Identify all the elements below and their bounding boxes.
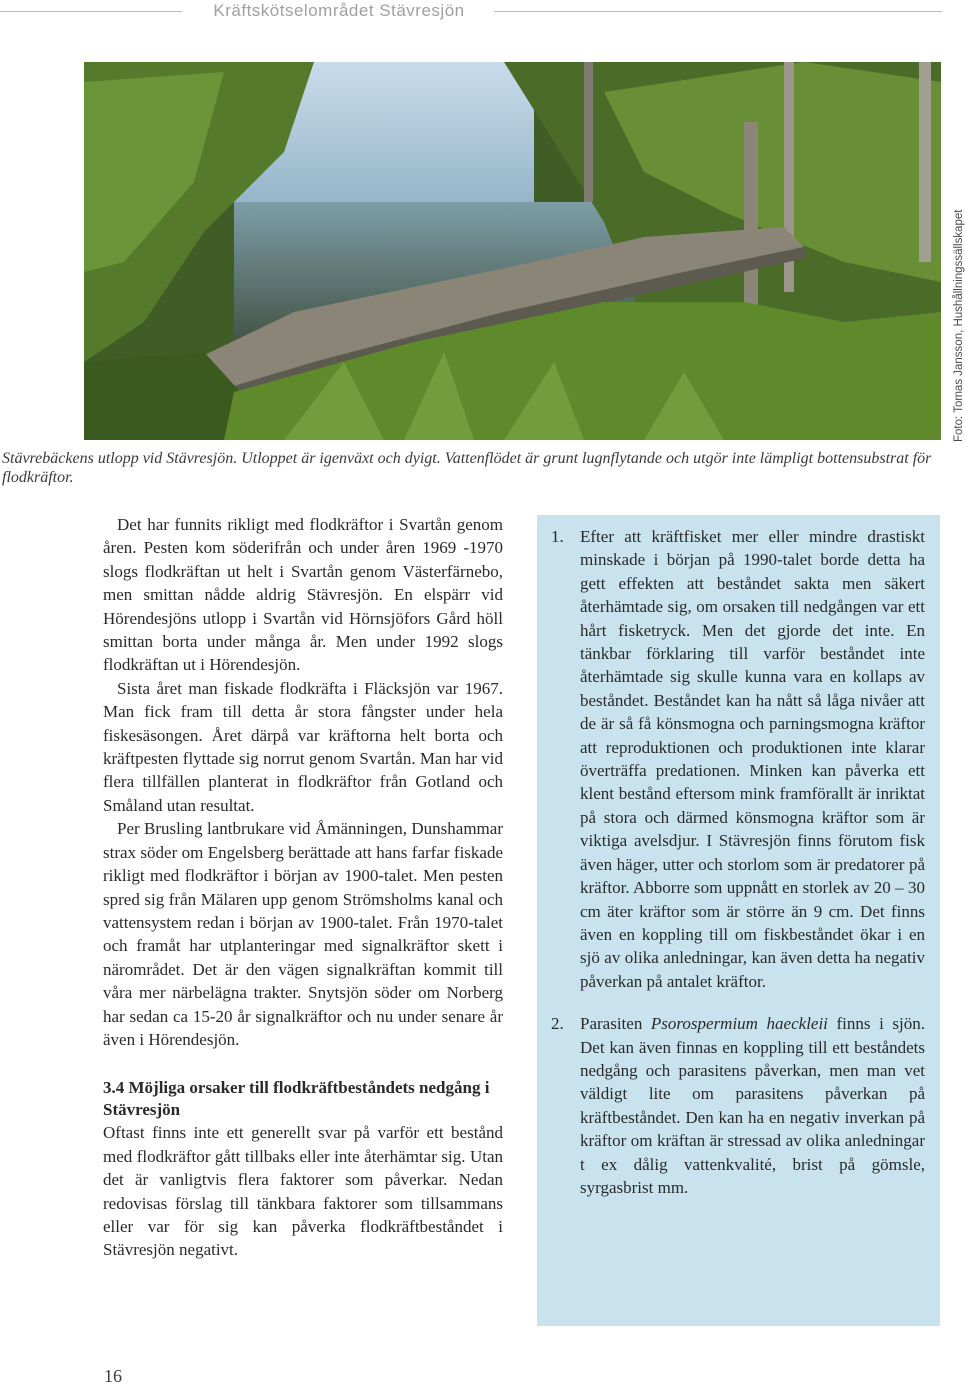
list-number: 2. [551, 1014, 564, 1034]
section-heading: 3.4 Möjliga orsaker till flodkräftbeståndets nedgång i Stävresjön [103, 1078, 490, 1120]
photo-illustration [84, 62, 941, 440]
list-item [537, 1012, 940, 1199]
header-rule-left [0, 11, 182, 12]
paragraph-flacksjon: Sista året man fiskade flodkräfta i Fläcksjön var 1967. Man fick fram till detta år stora fångster under hela fiskesäsongen. Året därpå var kräftorna helt borta och kräftpesten flyttade sig norrut genom Svartån. Man har vid flera tillfällen planterat in flodkräftor från Gotland och Småland utan resultat. [103, 678, 503, 815]
list-text-after: finns i sjön. Det kan även finnas en koppling till ett beståndets nedgång och parasitens påverkan, men man vet väldigt lite om parasitens påverkan på kräftbeståndet. Den kan ha en negativ inverkan på kräftor om kräftan är stressad av olika anledningar t ex dålig vattenkvalité, brist på gömsle, syrgasbrist mm. [580, 1014, 925, 1197]
header-rule-right [494, 11, 942, 12]
left-column [103, 513, 503, 1262]
photo-caption: Stävrebäckens utlopp vid Stävresjön. Utloppet är igenväxt och dyigt. Vattenflödet är grunt lugnflytande och utgör inte lämpligt bottensubstrat för flodkräftor. [2, 450, 932, 486]
factors-list [537, 525, 940, 1199]
paragraph-brusling: Per Brusling lantbrukare vid Åmänningen, Dunshammar strax söder om Engelsberg berättade att hans farfar fiskade rikligt med flodkräftor i början av 1900-talet. Men pesten spred sig från Mälaren upp genom Strömsholms kanal och vattensystem redan i början av 1900-talet. Från 1970-talet och framåt har utplanteringar med signalkräftor skett i närområdet. Det är den vägen signalkräftan kommit till våra mer närbelägna trakter. Snytsjön söder om Norberg har sedan ca 15-20 år signalkräftor och nu under senare år även i Hörendesjön. [103, 819, 503, 1049]
section-body: Oftast finns inte ett generellt svar på varför ett bestånd med flodkräftor gått tillbaks eller inte återhämtar sig. Utan det är vanligtvis flera faktorer som påverkar. Nedan redovisas förslag till tänkbara faktorer som tillsammans eller var för sig kan påverka flodkräftbeståndet i Stävresjön negativt. [103, 1123, 503, 1260]
list-number: 1. [551, 527, 564, 546]
factors-box [537, 515, 940, 1326]
page-number: 16 [104, 1366, 122, 1386]
photo-stream-outlet-bridge [84, 62, 941, 440]
header-title: Kräftskötselområdet Stävresjön [213, 1, 465, 20]
species-name: Psorospermium haeckleii [650, 1014, 828, 1034]
list-text-before: Parasiten [580, 1014, 651, 1034]
photo-credit: Foto: Tomas Jansson, Hushållningssällskapet [953, 209, 965, 442]
list-text: Efter att kräftfisket mer eller mindre drastiskt minskade i början på 1990-talet borde detta ha gett effekten att beståndet sakta men säkert återhämtade sig, om orsaken till nedgången var ett hårt fisketryck. Men det gjorde det inte. En tänkbar förklaring till varför beståndet inte återhämtade sig skulle kunna vara en kollaps av beståndet. Beståndet kan ha nått så låga nivåer att de är så få könsmogna och parningsmogna kräftor att reproduktionen och produktionen inte klarar överträffa predationen. Minken kan påverka ett klent bestånd eftersom mink framförallt är inriktat på stora och därmed könsmogna kräftor som är viktiga avelsdjur. I Stävresjön finns förutom fisk även häger, utter och storlom som är predatorer på kräftor. Abborre som uppnått en storlek av 20 – 30 cm äter kräftor som är större än 9 cm. Det finns även en koppling till om fiskbeståndet ökar i en sjö av olika anledningar, kan även detta ha negativ påverkan på antalet kräftor. [580, 527, 925, 991]
list-item [537, 525, 940, 993]
paragraph-history: Det har funnits rikligt med flodkräftor i Svartån genom åren. Pesten kom söderifrån och under åren 1969 -1970 slogs flodkräftan ut helt i Svartån genom Västerfärnebo, men smittan nådde aldrig Stävresjön. En elspärr vid Hörendesjöns utlopp i Svartån vid Hörnsjöfors Gård höll smittan borta under många år. Men under 1992 slogs flodkräftan ut i Hörendesjön. [103, 515, 503, 675]
